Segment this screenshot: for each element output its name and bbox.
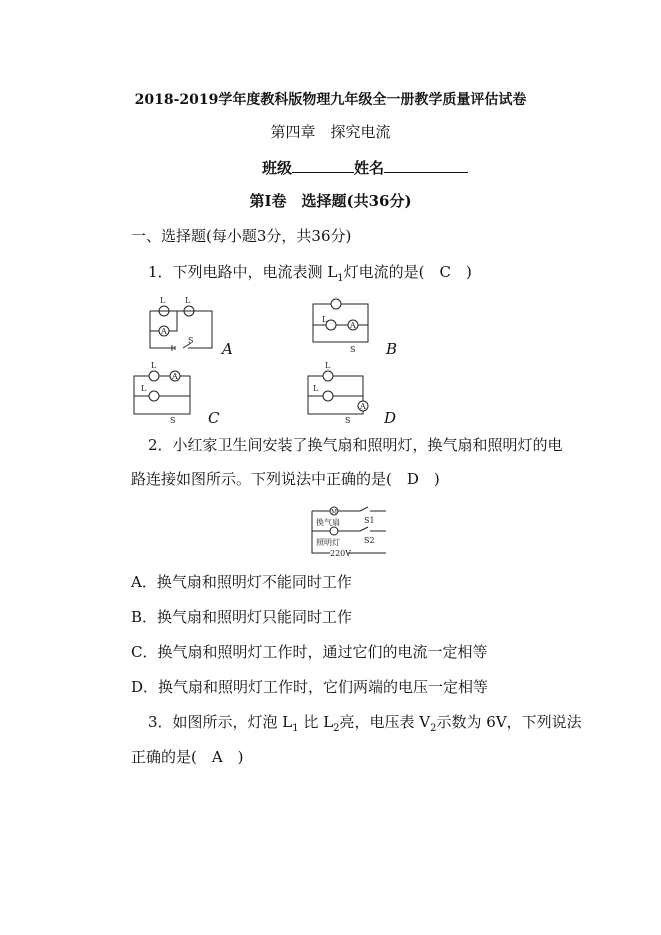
svg-text:L: L: [141, 384, 147, 393]
svg-text:L: L: [322, 315, 328, 324]
class-label: 班级: [262, 159, 293, 177]
lamp-label: 照明灯: [316, 538, 340, 547]
page-title: 2018-2019学年度教科版物理九年级全一册教学质量评估试卷: [134, 92, 527, 108]
svg-text:S: S: [170, 416, 176, 425]
s1-label: S1: [364, 516, 375, 525]
svg-text:L: L: [151, 361, 157, 370]
svg-text:S: S: [345, 416, 351, 425]
svg-text:M: M: [331, 509, 338, 516]
q2-option-d: D．换气扇和照明灯工作时，它们两端的电压一定相等: [131, 678, 489, 696]
svg-text:A: A: [350, 321, 356, 330]
svg-text:L: L: [313, 384, 319, 393]
section-title: 一、选择题(每小题3分，共36分): [131, 227, 352, 245]
question-1: [148, 262, 472, 289]
question-2-line2: 路连接如图所示。下列说法中正确的是( D ): [131, 470, 440, 488]
name-blank: [384, 172, 468, 173]
q1-text-b: 灯电流的是( C ): [343, 263, 472, 281]
q3-c: 亮，电压表 V: [339, 713, 431, 731]
voltage-label: 220V: [330, 549, 352, 558]
q3-d: 示数为 6V，下列说法: [436, 713, 582, 731]
option-label-a: A: [222, 340, 233, 358]
q2-option-a: A．换气扇和照明灯不能同时工作: [131, 573, 352, 591]
question-2-line1: 2．小红家卫生间安装了换气扇和照明灯，换气扇和照明灯的电: [148, 436, 563, 454]
q3-s1: 1: [292, 723, 299, 734]
q2-option-c: C．换气扇和照明灯工作时，通过它们的电流一定相等: [131, 643, 488, 661]
svg-text:L: L: [160, 296, 166, 305]
option-label-d: D: [384, 409, 397, 427]
s2-label: S2: [364, 536, 375, 545]
svg-text:S: S: [188, 336, 194, 345]
chapter-title: 第四章 探究电流: [270, 123, 391, 141]
fan-label: 换气扇: [316, 518, 340, 527]
svg-text:A: A: [161, 327, 167, 336]
option-label-b: B: [386, 340, 398, 358]
svg-text:L: L: [185, 296, 191, 305]
svg-text:L: L: [325, 361, 331, 370]
svg-text:S: S: [350, 345, 356, 354]
q2-option-b: B．换气扇和照明灯只能同时工作: [131, 608, 353, 626]
student-info: [262, 158, 468, 178]
q3-b: 比 L: [298, 713, 334, 731]
q3-s3: 2: [430, 723, 437, 734]
q3-a: 3．如图所示，灯泡 L: [148, 713, 293, 731]
circuit-diagrams-q1: [120, 290, 410, 430]
svg-text:A: A: [172, 372, 178, 381]
q1-text: 1．下列电路中，电流表测 L: [148, 263, 338, 281]
option-label-c: C: [208, 409, 220, 427]
q3-s2: 2: [333, 723, 340, 734]
question-3-line1: [148, 712, 582, 739]
part-title: 第Ⅰ卷 选择题(共36分): [249, 192, 412, 210]
circuit-diagram-q2: [308, 503, 388, 559]
question-3-line2: 正确的是( A ): [131, 748, 244, 766]
name-label: 姓名: [354, 159, 385, 177]
svg-text:A: A: [360, 402, 366, 411]
class-blank: [292, 172, 354, 173]
q1-sub: 1: [337, 273, 344, 284]
